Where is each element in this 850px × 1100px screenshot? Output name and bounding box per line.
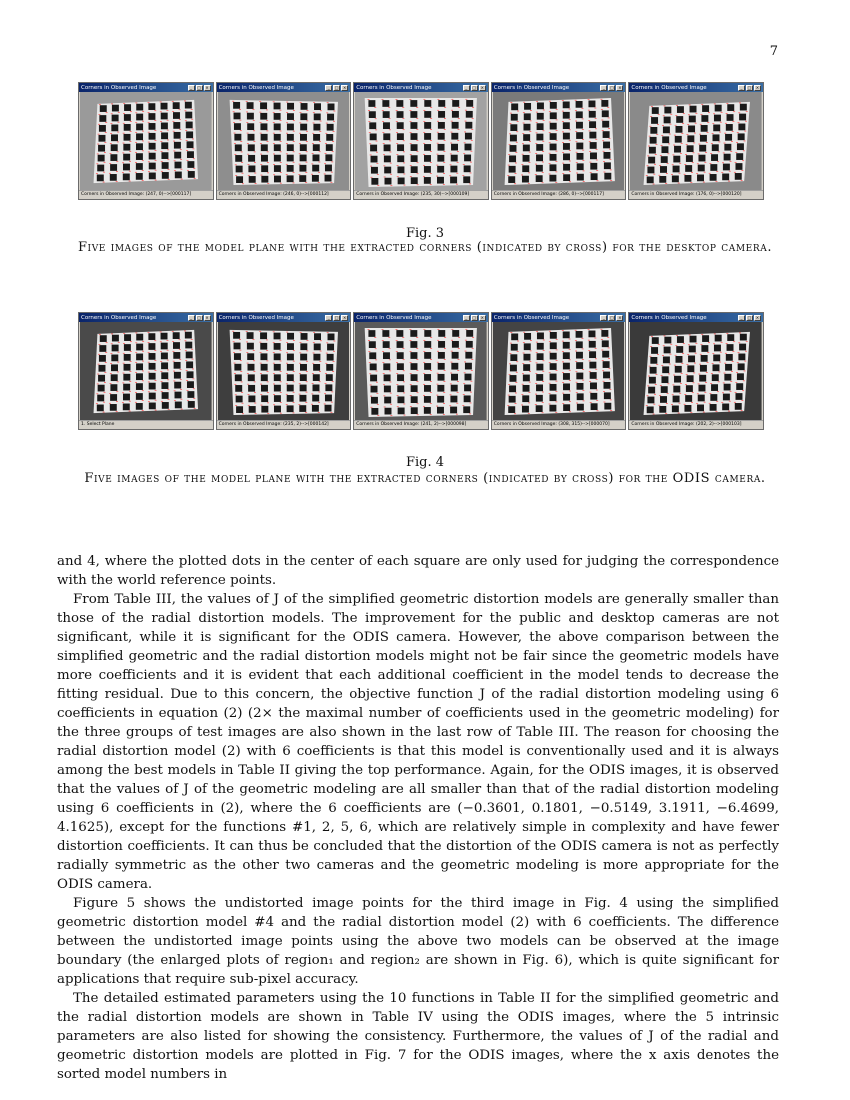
window-title: Corners in Observed Image: [493, 84, 570, 91]
window-titlebar: [629, 313, 763, 322]
calibration-window: [491, 312, 627, 430]
maximize-icon[interactable]: □: [334, 314, 339, 320]
checkerboard-image: [493, 92, 625, 191]
window-status: Corners in Observed Image: (235, 30)-->[000109]: [354, 190, 488, 199]
minimize-icon[interactable]: _: [188, 85, 195, 91]
window-status: 1. Select Plane: [79, 420, 213, 429]
fig4-label: Fig. 4: [405, 455, 445, 470]
calibration-window: [78, 82, 214, 200]
window-titlebar: [354, 313, 488, 322]
window-titlebar: [629, 83, 763, 92]
checkerboard-image: [355, 92, 487, 191]
window-status: Corners in Observed Image: (235, 2)-->[000142]: [217, 420, 351, 429]
paragraph-3: Figure 5 shows the undistorted image points for the third image in Fig. 4 using the simplified geometric distortion model #4 and the radial distortion model (2) with 6 coefficients. The difference between the undistorted image points using the above two models can be observed at the image boundary (the enlarged plots of region₁ and region₂ are shown in Fig. 6), which is quite significant for applications that require sub-pixel accuracy.: [57, 896, 779, 987]
window-status: Corners in Observed Image: (241, 2)-->[000098]: [354, 420, 488, 429]
checkerboard-image: [80, 322, 212, 421]
maximize-icon[interactable]: □: [747, 84, 752, 90]
checkerboard-image: [630, 322, 762, 421]
minimize-icon[interactable]: _: [463, 85, 470, 91]
window-title: Corners in Observed Image: [356, 314, 432, 321]
window-title: Corners in Observed Image: [218, 84, 294, 91]
window-status: Corners in Observed Image: (176, 0)-->[000120]: [629, 190, 763, 199]
maximize-icon[interactable]: □: [334, 84, 339, 90]
paragraph-1: and 4, where the plotted dots in the center of each square are only used for judging the correspondence with the world reference points.: [57, 554, 779, 588]
minimize-icon[interactable]: _: [325, 85, 332, 91]
minimize-icon[interactable]: _: [188, 315, 195, 321]
calibration-window: [353, 82, 489, 200]
close-icon[interactable]: ×: [205, 314, 209, 320]
window-status: Corners in Observed Image: (247, 0)-->[000117]: [79, 190, 213, 199]
minimize-icon[interactable]: _: [463, 315, 470, 321]
close-icon[interactable]: ×: [343, 314, 347, 320]
close-icon[interactable]: ×: [343, 84, 347, 90]
minimize-icon[interactable]: _: [738, 315, 745, 321]
close-icon[interactable]: ×: [755, 84, 760, 90]
minimize-icon[interactable]: _: [738, 85, 745, 91]
window-titlebar: [79, 83, 213, 92]
fig3-label: Fig. 3: [405, 226, 445, 241]
window-status: Corners in Observed Image: (286, 0)-->[000117]: [492, 190, 626, 199]
checkerboard-image: [218, 92, 350, 191]
checkerboard-image: [493, 322, 625, 421]
minimize-icon[interactable]: _: [600, 85, 607, 91]
close-icon[interactable]: ×: [205, 84, 209, 90]
paragraph-4: The detailed estimated parameters using the 10 functions in Table II for the simplified geometric and the radial distortion models are shown in Table IV using the ODIS images, where the 5 intrinsic parameters are also listed for showing the consistency. Furthermore, the values of J of the radial and geometric distortion models are plotted in Fig. 7 for the ODIS images, where the x axis denotes the sorted model numbers in: [57, 991, 779, 1082]
window-status: Corners in Observed Image: (246, 0)-->[000112]: [217, 190, 351, 199]
calibration-window: [491, 82, 627, 200]
calibration-window: [216, 312, 352, 430]
window-titlebar: [354, 83, 488, 92]
fig3-caption: Five images of the model plane with the extracted corners (indicated by cross) for the desktop camera.: [77, 240, 773, 255]
maximize-icon[interactable]: □: [197, 84, 201, 90]
close-icon[interactable]: ×: [480, 314, 484, 320]
maximize-icon[interactable]: □: [609, 314, 614, 320]
window-status: Corners in Observed Image: (202, 2)-->[000103]: [629, 420, 763, 429]
window-status: Corners in Observed Image: (308, 315)-->[000070]: [492, 420, 626, 429]
maximize-icon[interactable]: □: [472, 84, 477, 90]
window-titlebar: [217, 313, 351, 322]
fig4-image-strip: [78, 312, 764, 430]
close-icon[interactable]: ×: [480, 84, 484, 90]
window-title: Corners in Observed Image: [493, 314, 570, 321]
checkerboard-image: [355, 322, 487, 421]
body-text: [57, 552, 779, 1084]
minimize-icon[interactable]: _: [600, 315, 607, 321]
close-icon[interactable]: ×: [618, 84, 622, 90]
fig4-caption: Five images of the model plane with the extracted corners (indicated by cross) for the ODIS camera.: [84, 471, 766, 486]
window-title: Corners in Observed Image: [81, 314, 157, 321]
close-icon[interactable]: ×: [618, 314, 622, 320]
checkerboard-image: [630, 92, 762, 191]
window-title: Corners in Observed Image: [81, 84, 157, 91]
calibration-window: [628, 82, 764, 200]
window-title: Corners in Observed Image: [218, 314, 294, 321]
maximize-icon[interactable]: □: [197, 314, 201, 320]
window-titlebar: [492, 313, 626, 322]
checkerboard-image: [218, 322, 350, 421]
window-titlebar: [217, 83, 351, 92]
page-number: 7: [769, 44, 778, 59]
window-titlebar: [492, 83, 626, 92]
checkerboard-image: [80, 92, 212, 191]
maximize-icon[interactable]: □: [472, 314, 477, 320]
calibration-window: [78, 312, 214, 430]
window-title: Corners in Observed Image: [356, 84, 432, 91]
window-title: Corners in Observed Image: [631, 84, 707, 91]
calibration-window: [216, 82, 352, 200]
maximize-icon[interactable]: □: [609, 84, 614, 90]
window-title: Corners in Observed Image: [631, 314, 707, 321]
close-icon[interactable]: ×: [755, 314, 760, 320]
calibration-window: [628, 312, 764, 430]
window-titlebar: [79, 313, 213, 322]
minimize-icon[interactable]: _: [325, 315, 332, 321]
calibration-window: [353, 312, 489, 430]
maximize-icon[interactable]: □: [747, 314, 752, 320]
paragraph-2: From Table III, the values of J of the simplified geometric distortion models are generally smaller than those of the radial distortion models. The improvement for the public and desktop cameras are not significant, while it is significant for the ODIS camera. However, the above comparison between the simplified geometric and the radial distortion models might not be fair since the geometric models have more coefficients and it is evident that each additional coefficient in the model tends to decrease the fitting residual. Due to this concern, the objective function J of the radial distortion modeling using 6 coefficients in equation (2) (2× the maximal number of coefficients used in the geometric modeling) for the three groups of test images are also shown in the last row of Table III. The reason for choosing the radial distortion model (2) with 6 coefficients is that this model is conventionally used and it is always among the best models in Table II giving the top performance. Again, for the ODIS images, it is observed that the values of J of the geometric modeling are all smaller than that of the radial distortion modeling using 6 coefficients in (2), where the 6 coefficients are (−0.3601, 0.1801, −0.5149, 3.1911, −6.4699, 4.1625), except for the functions #1, 2, 5, 6, which are relatively simple in complexity and have fewer distortion coefficients. It can thus be concluded that the distortion of the ODIS camera is not as perfectly radially symmetric as the other two cameras and the geometric modeling is more appropriate for the ODIS camera.: [57, 592, 779, 892]
fig3-image-strip: [78, 82, 764, 200]
